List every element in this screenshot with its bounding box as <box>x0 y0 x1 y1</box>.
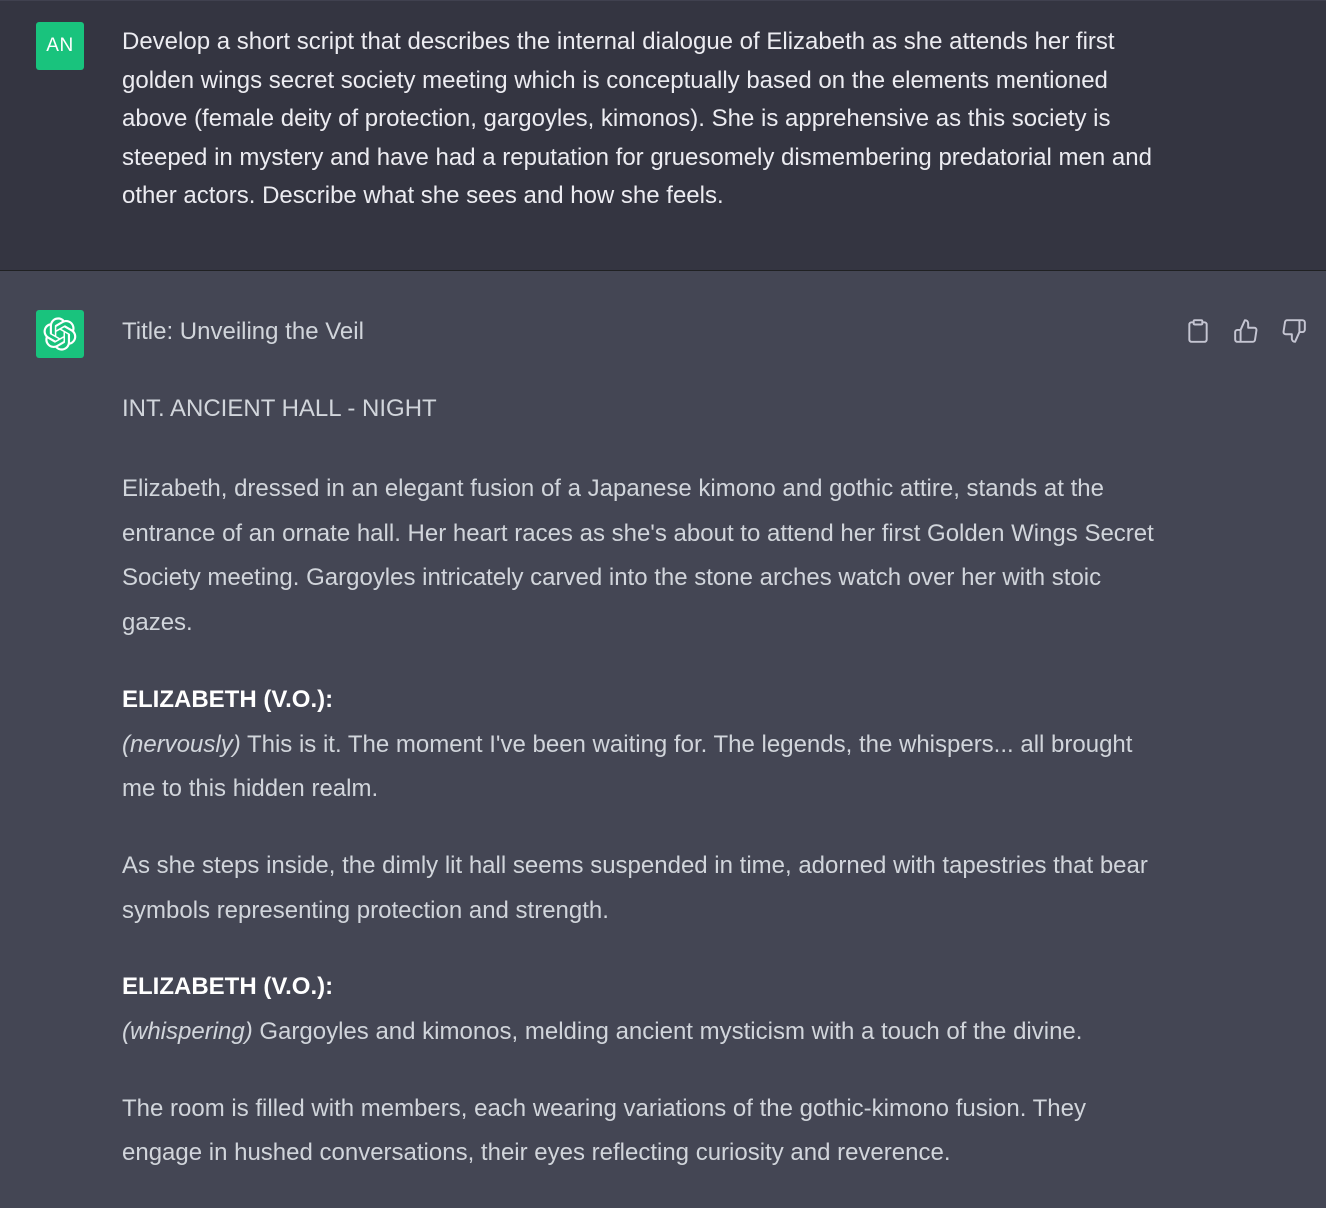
speaker-label-1: ELIZABETH (V.O.): <box>122 685 334 713</box>
assistant-message-content <box>122 313 1167 1208</box>
dialogue-text-1: This is it. The moment I've been waiting for. The legends, the whispers... all brought me to this hidden realm. <box>122 730 1133 803</box>
assistant-avatar <box>36 310 84 358</box>
assistant-message <box>0 271 1326 1190</box>
parenthetical-1: (nervously) <box>122 730 241 758</box>
dialogue-line-1 <box>122 723 1167 812</box>
message-actions <box>1184 317 1308 345</box>
user-message-text: Develop a short script that describes the internal dialogue of Elizabeth as she attends her first golden wings secret society meeting which is conceptually based on the elements mentioned above (female deity of protection, gargoyles, kimonos). She is apprehensive as this society is steeped in mystery and have had a reputation for gruesomely dismembering predatorial men and other actors. Describe what she sees and how she feels. <box>122 28 1152 210</box>
clipboard-icon <box>1185 318 1211 344</box>
user-avatar-initials: AN <box>46 35 74 56</box>
thumbs-up-button[interactable] <box>1232 317 1260 345</box>
scene-heading: INT. ANCIENT HALL - NIGHT <box>122 395 437 422</box>
script-title: Title: Unveiling the Veil <box>122 318 364 345</box>
dialogue-text-2: Gargoyles and kimonos, melding ancient mysticism with a touch of the divine. <box>252 1018 1083 1046</box>
user-avatar <box>36 22 84 70</box>
action-paragraph-1: Elizabeth, dressed in an elegant fusion of a Japanese kimono and gothic attire, stands at the entrance of an ornate hall. Her heart races as she's about to attend her first Golden Wings Secret Society meeting. Gargoyles intricately carved into the stone arches watch over her with stoic gazes. <box>122 475 1154 637</box>
thumbs-up-icon <box>1233 318 1259 344</box>
user-message <box>0 0 1326 271</box>
thumbs-down-icon <box>1281 318 1307 344</box>
parenthetical-2: (whispering) <box>122 1018 253 1046</box>
action-paragraph-2: As she steps inside, the dimly lit hall seems suspended in time, adorned with tapestries that bear symbols representing protection and strength. <box>122 851 1148 924</box>
thumbs-down-button[interactable] <box>1280 317 1308 345</box>
speaker-label-2: ELIZABETH (V.O.): <box>122 973 334 1001</box>
action-paragraph-3: The room is filled with members, each wearing variations of the gothic-kimono fusion. They engage in hushed conversations, their eyes reflecting curiosity and reverence. <box>122 1094 1086 1167</box>
openai-logo-icon <box>43 317 77 351</box>
copy-button[interactable] <box>1184 317 1212 345</box>
dialogue-line-2 <box>122 1010 1167 1055</box>
